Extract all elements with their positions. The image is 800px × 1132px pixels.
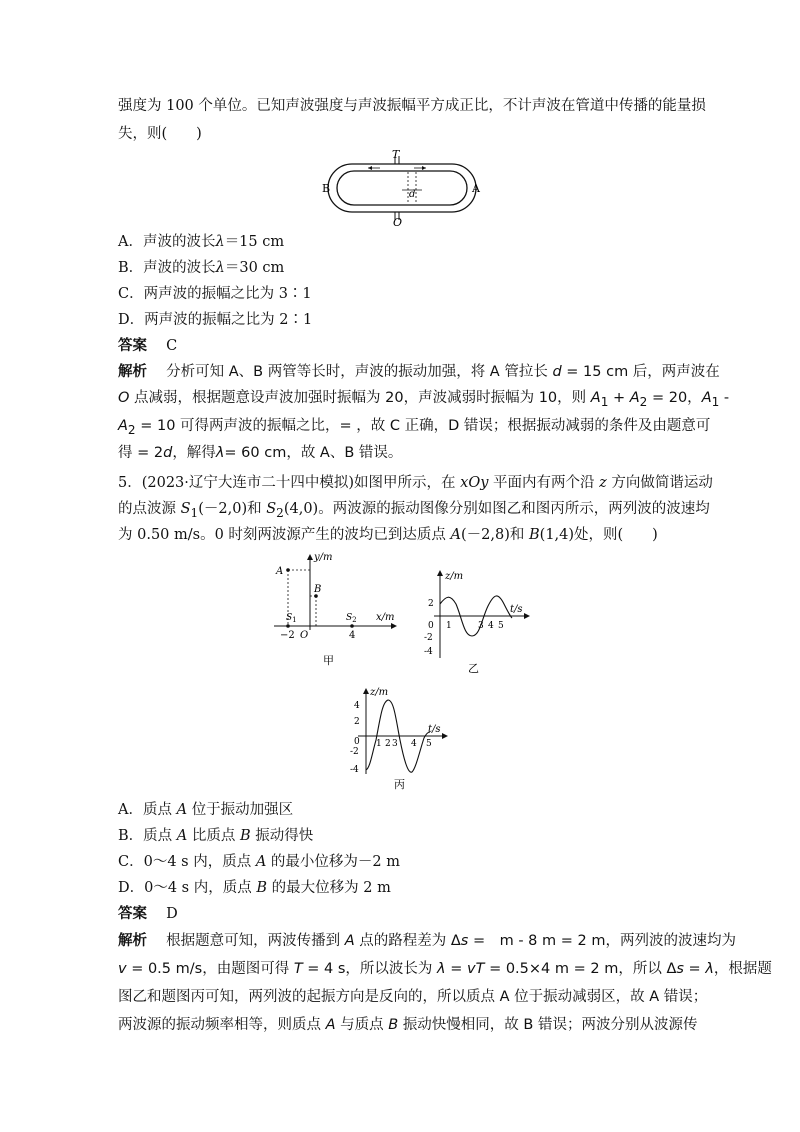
q4-option-d: D．两声波的振幅之比为 2∶1 xyxy=(118,312,313,328)
q4-stem-line-2: 失，则( ) xyxy=(118,126,202,142)
q5-jia-ylabel: y/m xyxy=(314,552,333,563)
q5-stem-line-2: 的点波源 $S_1(-2,0)$和 $S_2(4,0)$。两波源的振动图像分别如图乙和图丙所示，两列波的波速均 xyxy=(118,501,710,520)
q5-jia-tick-o: O xyxy=(300,630,309,641)
q5-yi-tick-y-0: 0 xyxy=(428,621,434,631)
q4-option-c: C．两声波的振幅之比为 3∶1 xyxy=(118,286,312,302)
q5-yi-tick-x-3: 3 xyxy=(478,621,484,631)
q4-stem-line-1: 强度为 100 个单位。已知声波强度与声波振幅平方成正比，不计声波在管道中传播的能量损 xyxy=(118,98,706,114)
q5-bing-tick-x-2: 2 xyxy=(385,739,391,749)
q5-figure-bing xyxy=(340,684,460,794)
q5-option-c: C．0～4 s 内，质点 A 的最小位移为－2 m xyxy=(118,854,401,870)
q5-analysis-line-3: 图乙和题图丙可知，两列波的起振方向是反向的，所以质点 A 位于振动减弱区，故 A 错误； xyxy=(118,989,708,1005)
q4-fig-label-d: d xyxy=(409,189,416,200)
q4-option-a: A．声波的波长λ＝15 cm xyxy=(118,234,285,250)
q5-jia-label-s1: $S_1$ xyxy=(286,613,297,624)
q5-bing-tick-x-1: 1 xyxy=(376,739,382,749)
q4-analysis-line-3: $A_2 = 10$ 可得两声波的振幅之比，= ，故 C 正确，D 错误；根据振动减弱的条件及由题意可 xyxy=(118,418,711,437)
q5-analysis-line-2: v = 0.5 m/s，由题图可得 T = 4 s，所以波长为 λ = vT = 0.5×4 m = 2 m，所以 Δs = λ，根据题 xyxy=(118,961,772,977)
q4-analysis-line-4: 得 = 2d，解得λ= 60 cm，故 A、B 错误。 xyxy=(118,445,403,461)
q5-bing-tick-y-m4: -4 xyxy=(350,765,359,775)
q5-bing-tick-x-4: 4 xyxy=(411,739,417,749)
q4-analysis-line-2: O 点减弱，根据题意设声波加强时振幅为 20，声波减弱时振幅为 10，则 $A_1 + A_2 = 20$，$A_1$ - xyxy=(118,390,730,409)
q5-bing-tick-y-2: 2 xyxy=(354,717,360,727)
q5-option-d: D．0～4 s 内，质点 B 的最大位移为 2 m xyxy=(118,880,391,896)
q5-jia-label-s2: $S_2$ xyxy=(346,613,357,624)
q5-analysis-line-1: 解析 根据题意可知，两波传播到 A 点的路程差为 Δs = m - 8 m = 2 m，两列波的波速均为 xyxy=(118,933,736,949)
q4-fig-label-a: A xyxy=(472,182,480,195)
q5-analysis-line-4: 两波源的振动频率相等，则质点 A 与质点 B 振动快慢相同，故 B 错误；两波分别从波源传 xyxy=(118,1017,698,1033)
q5-stem-line-1: 5．(2023·辽宁大连市二十四中模拟)如图甲所示，在 xOy 平面内有两个沿 z 方向做简谐运动 xyxy=(118,475,713,491)
q5-bing-tick-x-5: 5 xyxy=(426,739,432,749)
q5-jia-tick-4: 4 xyxy=(349,630,356,641)
q5-jia-xlabel: x/m xyxy=(376,612,395,623)
q5-bing-ylabel: z/m xyxy=(370,687,389,698)
q4-fig-label-b: B xyxy=(322,182,331,195)
q4-option-b: B．声波的波长λ＝30 cm xyxy=(118,260,285,276)
q5-yi-caption: 乙 xyxy=(468,662,479,675)
q5-bing-xlabel: t/s xyxy=(428,724,441,735)
q5-option-a: A．质点 A 位于振动加强区 xyxy=(118,802,294,818)
q5-yi-ylabel: z/m xyxy=(445,571,464,582)
q5-option-b: B．质点 A 比质点 B 振动得快 xyxy=(118,828,314,844)
q5-figure-jia xyxy=(270,548,410,668)
q5-bing-caption: 丙 xyxy=(394,778,405,791)
q4-pipe-figure xyxy=(322,148,482,229)
q4-fig-label-t: T xyxy=(392,148,400,161)
q4-answer: 答案 C xyxy=(118,338,178,354)
q5-yi-tick-x-1: 1 xyxy=(446,621,452,631)
q5-yi-tick-x-5: 5 xyxy=(498,621,504,631)
q5-jia-tick-m2: −2 xyxy=(280,630,295,641)
q5-bing-tick-x-3: 3 xyxy=(392,739,398,749)
q5-jia-label-b: B xyxy=(314,584,322,595)
q5-bing-tick-y-m2: -2 xyxy=(350,747,359,757)
q4-fig-label-o: O xyxy=(393,216,403,229)
q5-yi-tick-y-m2: -2 xyxy=(424,633,433,643)
q5-bing-tick-y-0: 0 xyxy=(354,737,360,747)
q5-yi-tick-y-2: 2 xyxy=(428,599,434,609)
q5-yi-tick-y-m4: -4 xyxy=(424,647,433,657)
q5-yi-tick-x-4: 4 xyxy=(488,621,494,631)
q5-yi-xlabel: t/s xyxy=(510,604,523,615)
q5-jia-caption: 甲 xyxy=(323,654,334,667)
q5-jia-label-a: A xyxy=(276,566,284,577)
q5-stem-line-3: 为 0.50 m/s。0 时刻两波源产生的波均已到达质点 A(－2,8)和 B(1,4)处，则( ) xyxy=(118,527,658,543)
q5-figure-yi xyxy=(420,566,540,676)
q4-analysis-line-1: 解析 分析可知 A、B 两管等长时，声波的振动加强，将 A 管拉长 d = 15 cm 后，两声波在 xyxy=(118,364,720,380)
q5-answer: 答案 D xyxy=(118,906,178,922)
q5-bing-tick-y-4: 4 xyxy=(354,701,360,711)
